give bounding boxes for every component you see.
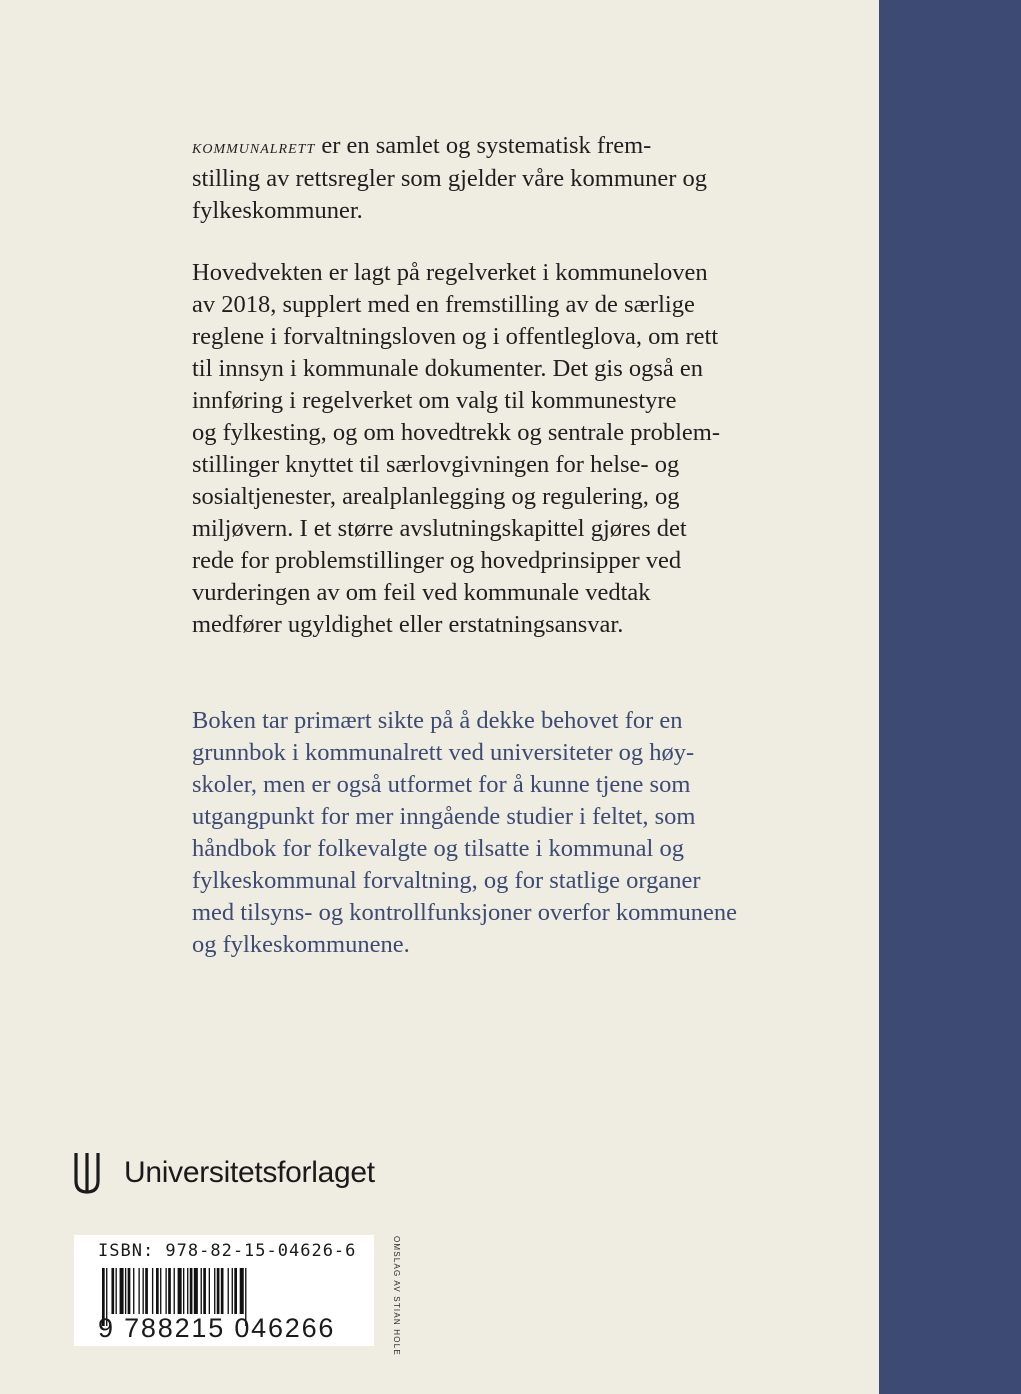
barcode-digits: 9 788215 046266 [98, 1313, 336, 1343]
barcode-bar [160, 1268, 161, 1314]
audience-line: med tilsyns- og kontrollfunksjoner overfor kommunene [192, 899, 738, 926]
barcode-bar [178, 1268, 182, 1314]
barcode-bar [125, 1268, 126, 1314]
intro-line-1: kommunalrett er en samlet og systematisk frem- [192, 132, 652, 159]
main-paragraph [192, 257, 792, 641]
main-line: sosialtjenester, arealplanlegging og regulering, og [192, 483, 680, 510]
main-line: vurderingen av om feil ved kommunale vedtak [192, 579, 651, 606]
main-line: Hovedvekten er lagt på regelverket i kommuneloven [192, 259, 708, 286]
main-line: stillinger knyttet til særlovgivningen for helse- og [192, 451, 680, 478]
barcode-bar [183, 1268, 184, 1314]
barcode-bar [111, 1268, 114, 1314]
barcode-bar [187, 1268, 188, 1314]
barcode-bar [145, 1268, 148, 1314]
barcode-bar [174, 1268, 175, 1314]
barcode-bar [116, 1268, 117, 1314]
barcode-bar [133, 1268, 134, 1314]
barcode-bar [214, 1268, 215, 1314]
main-line: reglene i forvaltningsloven og i offentleglova, om rett [192, 323, 719, 350]
barcode-bar [201, 1268, 202, 1314]
u-logo-icon [72, 1151, 102, 1195]
barcode-bar [194, 1268, 198, 1314]
main-line: medfører ugyldighet eller erstatningsansvar. [192, 611, 624, 638]
barcode-bar [234, 1268, 237, 1314]
barcode-bar [209, 1268, 210, 1314]
barcode-bar [128, 1268, 131, 1314]
intro-line-3: fylkeskommuner. [192, 197, 363, 224]
barcode-bar [152, 1268, 153, 1314]
barcode-bar [217, 1268, 220, 1314]
audience-line: grunnbok i kommunalrett ved universiteter og høy- [192, 739, 695, 766]
audience-line: fylkeskommunal forvaltning, og for statlige organer [192, 867, 701, 894]
spine-band [879, 0, 1021, 1394]
barcode-box [74, 1235, 374, 1346]
barcode-bar [120, 1268, 124, 1314]
cover-credit: OMSLAG AV STIAN HOLE [392, 1236, 401, 1356]
barcode-bar [190, 1268, 193, 1314]
barcode-bar [168, 1268, 171, 1314]
audience-line: håndbok for folkevalgte og tilsatte i kommunal og [192, 835, 684, 862]
main-line: miljøvern. I et større avslutningskapittel gjøres det [192, 515, 687, 542]
main-line: til innsyn i kommunale dokumenter. Det gis også en [192, 355, 704, 382]
barcode-bar [203, 1268, 206, 1314]
audience-line: skoler, men er også utformet for å kunne tjene som [192, 771, 691, 798]
isbn-label: ISBN: 978-82-15-04626-6 [98, 1241, 357, 1261]
main-line: rede for problemstillinger og hovedprinsipper ved [192, 547, 682, 574]
barcode-bar [221, 1268, 224, 1314]
lead-term: kommunalrett [192, 136, 316, 158]
audience-line: og fylkeskommunene. [192, 931, 410, 958]
barcode-bar [228, 1268, 229, 1314]
main-line: og fylkesting, og om hovedtrekk og sentrale problem- [192, 419, 720, 446]
intro-paragraph [192, 130, 792, 227]
publisher-mark [72, 1150, 375, 1196]
main-line: innføring i regelverket om valg til kommunestyre [192, 387, 677, 414]
barcode-bar [138, 1268, 139, 1314]
barcode-bar [156, 1268, 159, 1314]
barcode-bar [232, 1268, 233, 1314]
barcode-bar [143, 1268, 144, 1314]
audience-line: utgangpunkt for mer inngående studier i feltet, som [192, 803, 696, 830]
barcode-bar [165, 1268, 166, 1314]
main-line: av 2018, supplert med en fremstilling av de særlige [192, 291, 695, 318]
intro-line-2: stilling av rettsregler som gjelder våre kommuner og [192, 165, 708, 192]
audience-paragraph [192, 705, 792, 961]
publisher-name: Universitetsforlaget [124, 1156, 375, 1189]
barcode-bar [240, 1268, 244, 1314]
audience-line: Boken tar primært sikte på å dekke behovet for en [192, 707, 683, 734]
